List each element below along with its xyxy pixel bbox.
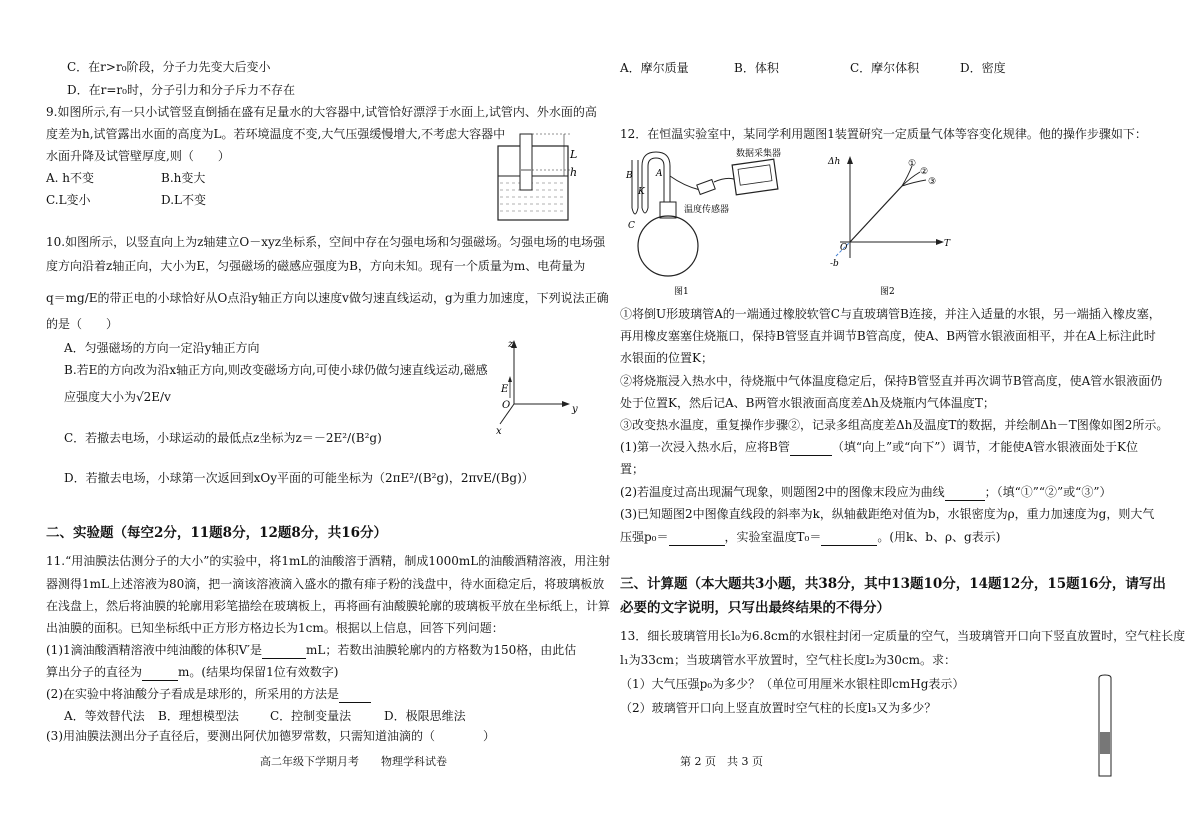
q11-blank-diameter[interactable] <box>142 664 178 681</box>
q10-axis-y: y <box>572 404 578 415</box>
q9-line-3: 水面升降及试管壁厚度,则（ ） <box>46 149 230 163</box>
q10-axes-figure <box>496 338 586 436</box>
q12-fig1-sensor: 温度传感器 <box>684 205 730 215</box>
q12-p1-text-a: (1)第一次浸入热水后，应将B管 <box>620 440 790 454</box>
q12-fig1-caption: 图1 <box>674 287 689 296</box>
q11-option-b: B．理想模型法 <box>158 709 239 723</box>
q11-answer-c: C．摩尔体积 <box>850 61 920 75</box>
q9-option-a: A. h不变 <box>46 171 95 185</box>
q10-field-E: E <box>501 384 509 395</box>
q10-axis-x: x <box>496 426 502 436</box>
q11-answer-b: B．体积 <box>734 61 779 75</box>
q12-part-2 <box>620 484 1111 501</box>
q11-part-3: (3)用油膜法测出分子直径后，要测出阿伏加德罗常数，只需知道油滴的（ ） <box>46 729 496 743</box>
q12-step3: ③改变热水温度，重复操作步骤②，记录多组高度差Δh及温度T的数据，并绘制Δh－T图像如图2所示。 <box>620 418 1169 432</box>
q11-option-a: A．等效替代法 <box>64 709 145 723</box>
q9-label-h: h <box>570 166 578 179</box>
q10-axis-O: O <box>502 400 511 411</box>
q13-tube-figure <box>1090 674 1120 778</box>
q12-fig2-caption: 图2 <box>880 287 895 296</box>
section-3-heading-line-1: 三、计算题（本大题共3小题，共38分，其中13题10分，14题12分，15题16分，请写出 <box>620 576 1166 592</box>
q13-part-2: （2）玻璃管开口向上竖直放置时空气柱的长度l₃又为多少？ <box>620 701 937 715</box>
q11-part-1-cont <box>46 664 338 681</box>
left-footer: 高二年级下学期月考 物理学科试卷 <box>260 755 447 768</box>
q11-blank-method[interactable] <box>339 686 371 703</box>
q12-fig1-label-C: C <box>628 221 635 231</box>
q9-figure <box>492 128 582 224</box>
q11-blank-volume[interactable] <box>262 642 306 659</box>
q12-fig2-curve-1: ① <box>908 159 917 169</box>
q12-part-3 <box>620 529 1000 546</box>
q11-p1-text-d: m。(结果均保留1位有效数字) <box>178 665 339 679</box>
q11-line-1: 11.“用油膜法估测分子的大小”的实验中，将1mL的油酸溶于酒精，制成1000mL的油酸酒精溶液，用注射 <box>46 554 611 568</box>
q12-blank-curve[interactable] <box>945 484 985 501</box>
q12-fig2-axis-x: T <box>944 239 951 249</box>
right-footer: 第 2 页 共 3 页 <box>680 755 763 768</box>
q12-blank-temperature[interactable] <box>821 529 877 546</box>
q12-fig1-label-A: A <box>656 169 663 179</box>
q12-fig1-label-K: K <box>638 187 645 197</box>
q12-p1-text-c: 置； <box>620 462 645 476</box>
q10-line-3: q＝mg/E的带正电的小球恰好从O点沿y轴正方向以速度v做匀速直线运动，g为重力加速度，下列说法正确 <box>46 291 609 305</box>
q10-option-b-line-1: B.若E的方向改为沿x轴正方向,则改变磁场方向,可使小球仍做匀速直线运动,磁感 <box>64 363 488 377</box>
q12-step2-line-1: ②将烧瓶浸入热水中，待烧瓶中气体温度稳定后，保持B管竖直并再次调节B管高度，使A管水银液面仍 <box>620 374 1163 388</box>
q9-option-b: B.h变大 <box>161 171 206 185</box>
q11-part-1 <box>46 642 576 659</box>
q12-fig1-collector: 数据采集器 <box>736 149 782 159</box>
q12-fig2-intercept: -b <box>830 259 839 269</box>
q11-line-4: 出油膜的面积。已知坐标纸中正方形方格边长为1cm。根据以上信息，回答下列问题： <box>46 621 504 635</box>
q12-fig2-axis-y: Δh <box>828 157 841 167</box>
q12-p3-text-c: ，实验室温度T₀＝ <box>724 530 822 544</box>
q10-line-4: 的是（ ） <box>46 317 119 331</box>
q9-line-2: 度差为h,试管露出水面的高度为L。若环境温度不变,大气压强缓慢增大,不考虑大容器中 <box>46 127 506 141</box>
q11-option-d: D．极限思维法 <box>384 709 466 723</box>
q10-line-2: 度方向沿着z轴正向，大小为E，匀强磁场的磁感应强度为B，方向未知。现有一个质量为m、电荷量为 <box>46 259 586 273</box>
q12-p3-text-b: 压强p₀＝ <box>620 530 669 544</box>
q12-figure-1 <box>620 146 810 296</box>
q13-line-1: 13．细长玻璃管用长l₀为6.8cm的水银柱封闭一定质量的空气，当玻璃管开口向下竖直放置时，空气柱长度 <box>620 629 1186 643</box>
q12-p3-text-d: 。(用k、b、ρ、g表示) <box>877 530 1001 544</box>
q13-line-2: l₁为33cm；当玻璃管水平放置时，空气柱长度l₂为30cm。求： <box>620 653 957 667</box>
q12-intro: 12．在恒温实验室中，某同学利用题图1装置研究一定质量气体等容变化规律。他的操作步骤如下： <box>620 127 1147 141</box>
q12-figure-2 <box>820 150 960 296</box>
section-3-heading-line-2: 必要的文字说明，只写出最终结果的不得分） <box>620 600 890 616</box>
q10-option-a: A．匀强磁场的方向一定沿y轴正方向 <box>64 341 260 355</box>
q11-answer-d: D．密度 <box>960 61 1006 75</box>
q12-step1-line-3: 水银面的位置K； <box>620 351 713 365</box>
q12-fig1-label-B: B <box>626 171 633 181</box>
q11-line-3: 在浅盘上，然后将油膜的轮廓用彩笔描绘在玻璃板上，再将画有油酸膜轮廓的玻璃板平放在坐标纸上，计算 <box>46 599 611 613</box>
q12-blank-direction[interactable] <box>790 439 832 456</box>
q12-step1-line-2: 再用橡皮塞塞住烧瓶口，保持B管竖直并调节B管高度，使A、B两管水银液面相平，并在A上标注此时 <box>620 329 1156 343</box>
q12-p2-text-b: ；（填“①”“②”或“③”） <box>984 485 1112 499</box>
q10-axis-z: z <box>508 339 514 350</box>
q10-option-b-line-2: 应强度大小为√2E/v <box>64 390 171 404</box>
q13-part-1: （1）大气压强p₀为多少？（单位可用厘米水银柱即cmHg表示） <box>620 677 965 691</box>
q11-line-2: 器测得1mL上述溶液为80滴，把一滴该溶液滴入盛水的撒有痱子粉的浅盘中，待水面稳定后，将玻璃板放 <box>46 577 605 591</box>
q12-blank-pressure[interactable] <box>669 529 725 546</box>
q10-option-d: D．若撤去电场，小球第一次返回到xOy平面的可能坐标为（2πE²/(B²g)，2πvE/(Bg)） <box>64 471 534 485</box>
q11-part-2 <box>46 686 371 703</box>
q9-line-1: 9.如图所示,有一只小试管竖直倒插在盛有足量水的大容器中,试管恰好漂浮于水面上,试管内、外水面的高 <box>46 105 597 119</box>
q10-option-c: C．若撤去电场，小球运动的最低点z坐标为z＝－2E²/(B²g) <box>64 431 382 445</box>
q12-fig2-curve-2: ② <box>920 167 929 177</box>
q10-line-1: 10.如图所示，以竖直向上为z轴建立O－xyz坐标系，空间中存在匀强电场和匀强磁场。匀强电场的电场强 <box>46 235 606 249</box>
q8-option-c: C．在r>r₀阶段，分子力先变大后变小 <box>67 60 271 74</box>
q12-fig2-origin: O <box>840 243 848 253</box>
q9-option-d: D.L不变 <box>161 193 206 207</box>
q9-label-L: L <box>570 148 578 161</box>
q9-option-c: C.L变小 <box>46 193 91 207</box>
q12-step2-line-2: 处于位置K，然后记A、B两管水银液面高度差Δh及烧瓶内气体温度T； <box>620 396 995 410</box>
q11-answer-a: A．摩尔质量 <box>620 61 689 75</box>
q11-option-c: C．控制变量法 <box>270 709 352 723</box>
q8-option-d: D．在r=r₀时，分子引力和分子斥力不存在 <box>67 83 295 97</box>
q12-p3-line-1: (3)已知题图2中图像直线段的斜率为k，纵轴截距绝对值为b，水银密度为ρ，重力加速度为g，则大气 <box>620 507 1155 521</box>
q11-p1-text-c: 算出分子的直径为 <box>46 665 143 679</box>
q12-fig2-curve-3: ③ <box>928 177 937 187</box>
q11-p1-text-b: mL；若数出油膜轮廓内的方格数为150格，由此估 <box>306 643 577 657</box>
q12-step1-line-1: ①将倒U形玻璃管A的一端通过橡胶软管C与直玻璃管B连接，并注入适量的水银，另一端插入橡皮塞， <box>620 307 1161 321</box>
q12-p1-text-b: （填“向上”或“向下”）调节，才能使A管水银液面处于K位 <box>831 440 1139 454</box>
q11-p1-text-a: (1)1滴油酸酒精溶液中纯油酸的体积V′是 <box>46 643 263 657</box>
section-2-heading: 二、实验题（每空2分，11题8分，12题8分，共16分） <box>46 525 388 541</box>
q12-p2-text-a: (2)若温度过高出现漏气现象，则题图2中的图像末段应为曲线 <box>620 485 945 499</box>
q11-p2-text: (2)在实验中将油酸分子看成是球形的，所采用的方法是 <box>46 687 340 701</box>
q12-part-1 <box>620 439 1138 456</box>
